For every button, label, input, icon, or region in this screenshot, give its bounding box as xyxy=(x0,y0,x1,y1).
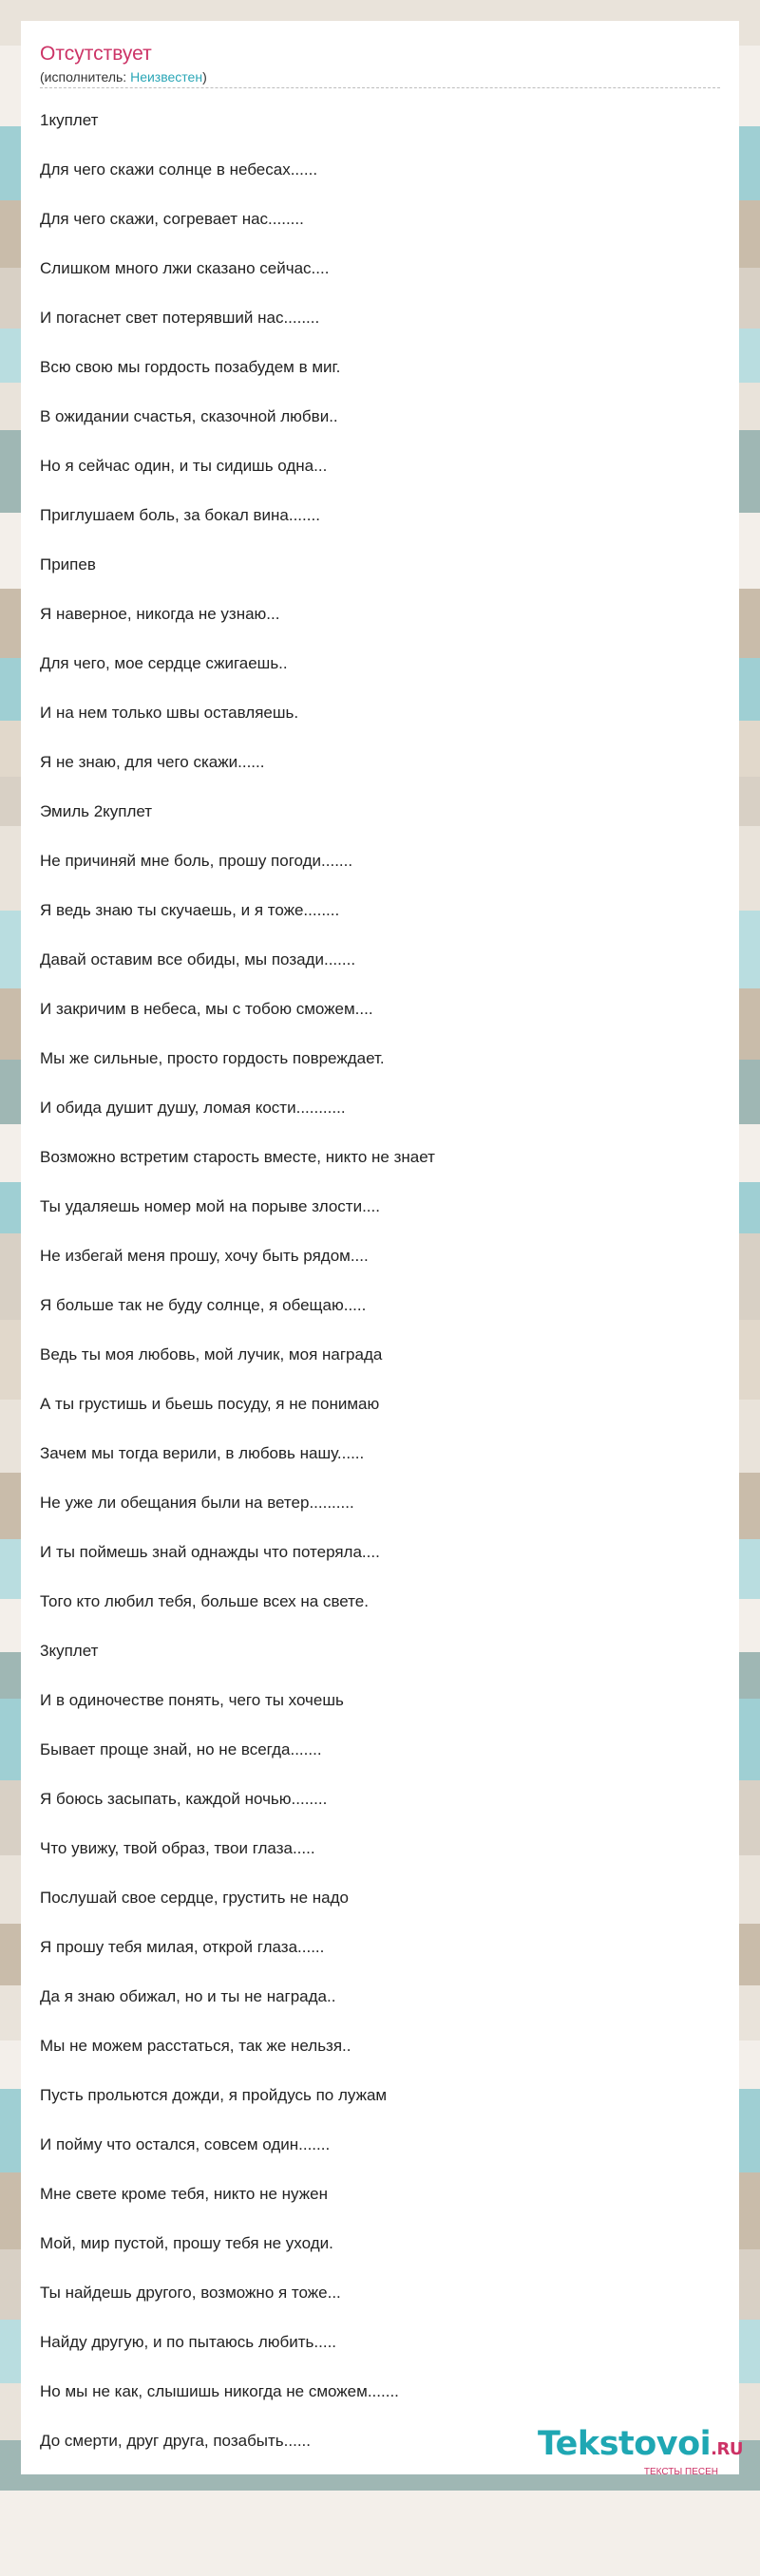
lyric-line: Мне свете кроме тебя, никто не нужен xyxy=(40,2185,328,2203)
lyric-line: Эмиль 2куплет xyxy=(40,802,153,820)
logo-tagline: ТЕКСТЫ ПЕСЕН xyxy=(643,2467,718,2477)
lyric-line: Но я сейчас один, и ты сидишь одна... xyxy=(40,457,328,475)
lyric-line: Но мы не как, слышишь никогда не сможем....... xyxy=(40,2382,399,2400)
artist-prefix: (исполнитель: xyxy=(40,69,131,85)
lyric-line: До смерти, друг друга, позабыть...... xyxy=(40,2432,312,2450)
lyric-line: Для чего скажи, согревает нас........ xyxy=(40,210,304,228)
lyrics-card xyxy=(21,21,739,2474)
lyric-line: И закричим в небеса, мы с тобою сможем.... xyxy=(40,1000,373,1018)
lyric-line: Я ведь знаю ты скучаешь, и я тоже........ xyxy=(40,901,340,919)
background-stripe xyxy=(0,2491,760,2576)
lyric-line: Зачем мы тогда верили, в любовь нашу...... xyxy=(40,1444,365,1462)
lyric-line: Для чего скажи солнце в небесах...... xyxy=(40,160,318,179)
lyric-line: И обида душит душу, ломая кости........... xyxy=(40,1099,346,1117)
logo-tld: .RU xyxy=(711,2439,743,2459)
lyric-line: И погаснет свет потерявший нас........ xyxy=(40,309,320,327)
lyric-line: Я больше так не буду солнце, я обещаю..... xyxy=(40,1296,367,1314)
lyric-line: В ожидании счастья, сказочной любви.. xyxy=(40,407,338,425)
lyric-line: Что увижу, твой образ, твои глаза..... xyxy=(40,1839,315,1857)
lyric-line: Припев xyxy=(40,555,96,573)
lyric-line: И ты поймешь знай однажды что потеряла.... xyxy=(40,1543,380,1561)
lyric-line: А ты грустишь и бьешь посуду, я не понимаю xyxy=(40,1395,380,1413)
lyric-line: 1куплет xyxy=(40,111,99,129)
lyric-line: Я прошу тебя милая, открой глаза...... xyxy=(40,1938,325,1956)
artist-suffix: ) xyxy=(202,69,207,85)
lyric-line: И на нем только швы оставляешь. xyxy=(40,704,299,722)
lyric-line: Найду другую, и по пытаюсь любить..... xyxy=(40,2333,337,2351)
lyric-line: Мой, мир пустой, прошу тебя не уходи. xyxy=(40,2234,333,2252)
lyric-line: Того кто любил тебя, больше всех на свете. xyxy=(40,1592,369,1610)
lyric-line: Послушай свое сердце, грустить не надо xyxy=(40,1889,349,1907)
lyric-line: Возможно встретим старость вместе, никто не знает xyxy=(40,1148,435,1166)
lyric-line: 3куплет xyxy=(40,1642,99,1660)
artist-line xyxy=(40,68,207,85)
lyric-line: Я наверное, никогда не узнаю... xyxy=(40,605,280,623)
lyric-line: Давай оставим все обиды, мы позади....... xyxy=(40,950,356,968)
lyric-line: Я боюсь засыпать, каждой ночью........ xyxy=(40,1790,328,1808)
lyric-line: Пусть прольются дожди, я пройдусь по лужам xyxy=(40,2086,388,2104)
lyric-line: Слишком много лжи сказано сейчас.... xyxy=(40,259,330,277)
lyric-line: Ты удаляешь номер мой на порыве злости.... xyxy=(40,1197,380,1215)
lyric-line: Я не знаю, для чего скажи...... xyxy=(40,753,265,771)
logo-wordmark xyxy=(538,2427,743,2467)
lyric-line: Не причиняй мне боль, прошу погоди....... xyxy=(40,852,353,870)
lyric-line: Мы не можем расстаться, так же нельзя.. xyxy=(40,2037,352,2055)
lyric-line: И в одиночестве понять, чего ты хочешь xyxy=(40,1691,344,1709)
lyric-line: Для чего, мое сердце сжигаешь.. xyxy=(40,654,288,672)
lyric-line: Всю свою мы гордость позабудем в миг. xyxy=(40,358,341,376)
lyric-line: Не уже ли обещания были на ветер.......... xyxy=(40,1494,354,1512)
lyric-line: Ведь ты моя любовь, мой лучик, моя награда xyxy=(40,1345,383,1363)
lyric-line: Не избегай меня прошу, хочу быть рядом.... xyxy=(40,1247,369,1265)
title-divider xyxy=(40,87,720,88)
site-logo[interactable] xyxy=(538,2427,743,2478)
artist-link[interactable]: Неизвестен xyxy=(130,69,203,85)
lyric-line: Приглушаем боль, за бокал вина....... xyxy=(40,506,320,524)
lyric-line: Мы же сильные, просто гордость повреждает. xyxy=(40,1049,385,1067)
lyric-line: И пойму что остался, совсем один....... xyxy=(40,2135,331,2153)
lyric-line: Бывает проще знай, но не всегда....... xyxy=(40,1740,322,1758)
song-title: Отсутствует xyxy=(40,43,152,65)
lyric-line: Ты найдешь другого, возможно я тоже... xyxy=(40,2284,341,2302)
lyric-line: Да я знаю обижал, но и ты не награда.. xyxy=(40,1987,336,2005)
lyrics-list xyxy=(40,101,435,2471)
logo-name: Tekstovoi xyxy=(537,2425,712,2463)
